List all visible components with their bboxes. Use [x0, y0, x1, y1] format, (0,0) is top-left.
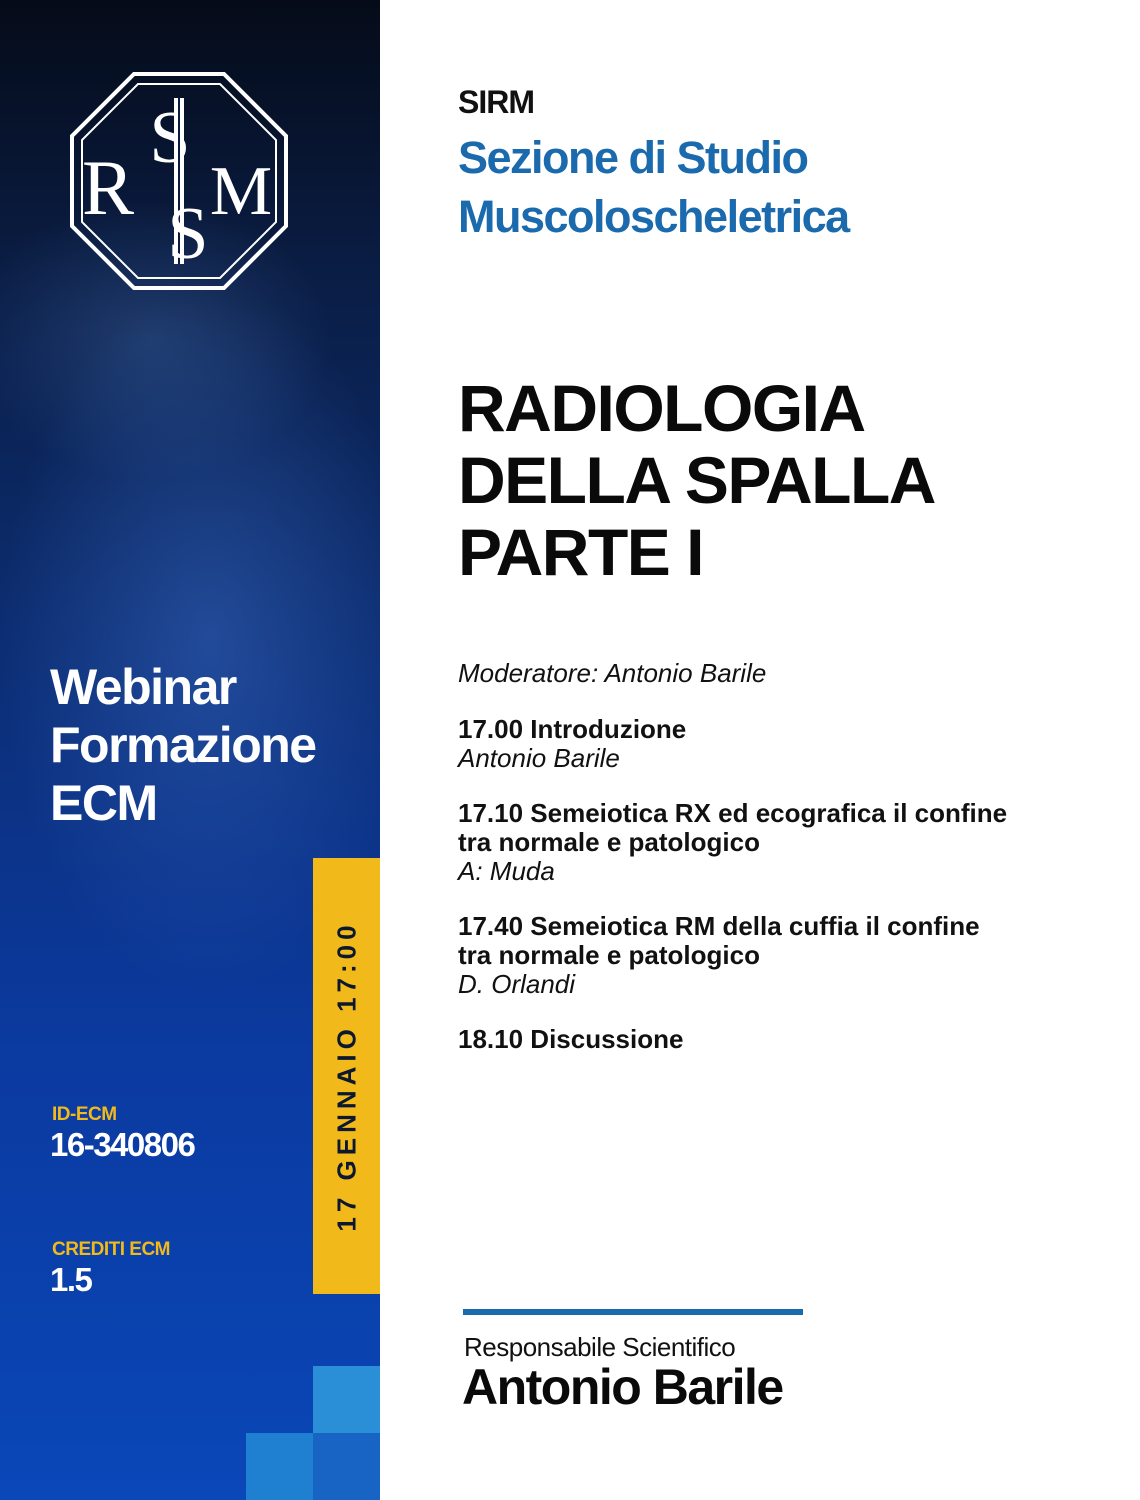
title-line: RADIOLOGIA [458, 371, 865, 445]
section-line: Muscoloscheletrica [458, 191, 849, 242]
date-banner [313, 858, 380, 1294]
program-item-speaker: A: Muda [458, 856, 555, 886]
program-item-title: tra normale e patologico [458, 827, 760, 857]
program-item-title: 17.00 Introduzione [458, 714, 687, 744]
id-ecm-value: 16-340806 [50, 1126, 195, 1163]
section-line: Sezione di Studio [458, 132, 808, 183]
program-item [458, 912, 1098, 999]
logo-letter-s-bottom: S [167, 193, 209, 275]
id-ecm-label: ID-ECM [52, 1104, 117, 1125]
decor-square [313, 1433, 380, 1500]
webinar-line: Formazione [50, 717, 316, 773]
program-item-title: 17.10 Semeiotica RX ed ecografica il confine [458, 798, 1008, 828]
program-item [458, 1025, 1098, 1054]
webinar-line: Webinar [50, 659, 236, 715]
rsms-logo [70, 72, 288, 290]
program-item-speaker: D. Orlandi [458, 969, 576, 999]
program-item-speaker: Antonio Barile [458, 743, 620, 773]
logo-letter-r: R [81, 144, 135, 231]
responsabile-label: Responsabile Scientifico [464, 1332, 736, 1362]
program-item-title: tra normale e patologico [458, 940, 760, 970]
program-item-title: 18.10 Discussione [458, 1024, 684, 1054]
sidebar-panel [0, 0, 380, 1500]
logo-letter-m: M [209, 153, 273, 230]
title-line: PARTE I [458, 515, 703, 589]
program-item-title: 17.40 Semeiotica RM della cuffia il confine [458, 911, 980, 941]
title-line: DELLA SPALLA [458, 443, 935, 517]
program-item [458, 715, 1098, 773]
moderator: Moderatore: Antonio Barile [458, 658, 767, 688]
decor-square [313, 1366, 380, 1433]
responsabile-name: Antonio Barile [462, 1359, 783, 1415]
webinar-heading [50, 658, 350, 832]
crediti-ecm-value: 1.5 [50, 1261, 92, 1298]
org-name: SIRM [458, 84, 534, 120]
decor-square [246, 1433, 313, 1500]
program-item [458, 799, 1098, 886]
program-list [458, 658, 1098, 1080]
webinar-line: ECM [50, 775, 157, 831]
logo-letter-s-top: S [149, 97, 191, 179]
section-name [458, 128, 849, 246]
divider-line [463, 1309, 803, 1315]
crediti-ecm-label: CREDITI ECM [52, 1239, 170, 1260]
event-date: 17 GENNAIO 17:00 [331, 920, 361, 1232]
event-title [458, 372, 935, 588]
